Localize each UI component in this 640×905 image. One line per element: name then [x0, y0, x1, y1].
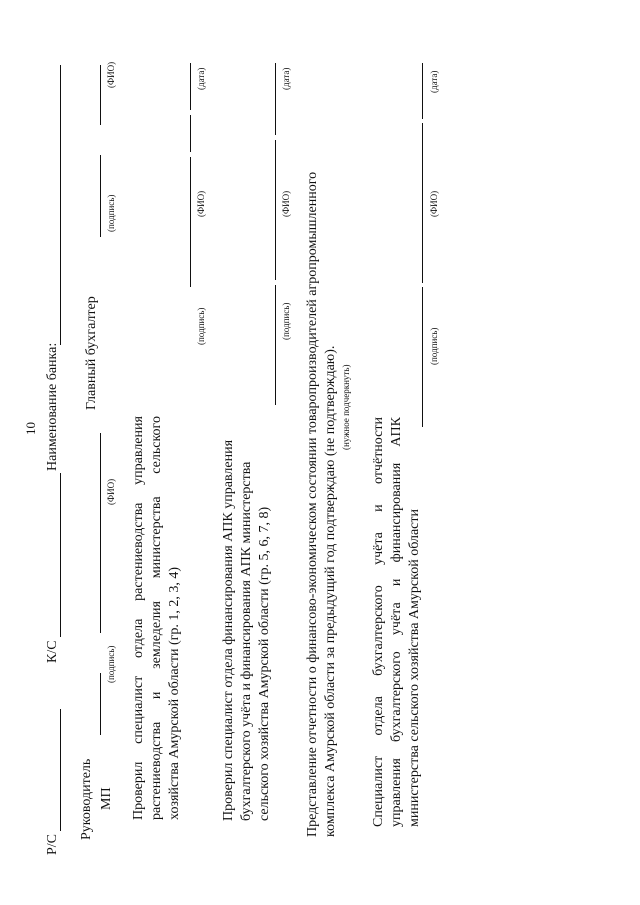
leader-fio-line	[100, 433, 101, 633]
check1-word-6: растениеводства	[149, 721, 164, 820]
leader-signature-line	[100, 673, 101, 735]
check1-date-caption: (дата)	[196, 67, 206, 90]
specialist-word-8: бухгалтерского	[389, 651, 404, 742]
rs-underline	[60, 709, 61, 831]
leader-fio-caption: (ФИО)	[106, 478, 116, 505]
specialist-signature-caption: (подпись)	[429, 327, 439, 365]
check2-signature-caption: (подпись)	[281, 302, 291, 340]
check1-word-3: отдела	[131, 618, 146, 658]
chief-accountant-signature-line	[100, 155, 101, 237]
check1-word-4: растениеводства	[131, 502, 146, 601]
rs-label: Р/С	[45, 833, 60, 855]
representation-line2: комплекса Амурской области за предыдущий год подтверждаю (не подтверждаю).	[323, 345, 338, 837]
check1-line1	[132, 416, 146, 820]
representation-underline-caption: (нужное подчеркнуть)	[341, 364, 351, 450]
check1-word-2: специалист	[131, 675, 146, 744]
check1-word-1: Проверил	[131, 761, 146, 820]
page-number: 10	[23, 422, 38, 435]
specialist-signature-line	[422, 287, 423, 427]
check2-signature-line	[275, 285, 276, 405]
specialist-word-11: финансирования	[389, 462, 404, 563]
check1-word-9: министерства	[149, 496, 164, 579]
specialist-line2	[390, 417, 404, 827]
check1-signature-caption: (подпись)	[196, 307, 206, 345]
bank-name-underline	[60, 65, 61, 345]
specialist-word-1: Специалист	[371, 755, 386, 827]
check1-fio-caption: (ФИО)	[196, 190, 206, 217]
check2-line1: Проверил специалист отдела финансирования АПК управления	[221, 439, 236, 821]
specialist-word-2: отдела	[371, 696, 386, 736]
check2-fio-line	[275, 140, 276, 280]
check2-line3: сельского хозяйства Амурской области (гр. 5, 6, 7, 8)	[257, 506, 272, 821]
check1-signature-line	[190, 157, 191, 287]
check1-fio-line	[190, 115, 191, 152]
bank-name-label: Наименование банка:	[45, 342, 60, 471]
leader-signature-caption: (подпись)	[106, 645, 116, 683]
specialist-line3: министерства сельского хозяйства Амурской области	[407, 509, 422, 827]
specialist-word-12: АПК	[389, 417, 404, 447]
chief-accountant-label: Главный бухгалтер	[84, 296, 99, 410]
specialist-date-caption: (дата)	[429, 70, 439, 93]
check1-word-10: сельского	[149, 416, 164, 474]
specialist-word-10: и	[389, 578, 404, 587]
specialist-date-line	[422, 63, 423, 119]
specialist-word-7: управления	[389, 758, 404, 827]
check2-date-line	[275, 63, 276, 135]
specialist-word-3: бухгалтерского	[371, 585, 386, 676]
check2-date-caption: (дата)	[281, 67, 291, 90]
chief-accountant-signature-caption: (подпись)	[106, 194, 116, 232]
ks-label: К/С	[45, 640, 60, 663]
check1-word-7: и	[149, 691, 164, 700]
specialist-fio-line	[422, 123, 423, 283]
specialist-word-6: отчётности	[371, 417, 386, 484]
check2-line2: бухгалтерского учёта и финансирования АПК министерства	[239, 461, 254, 821]
chief-accountant-fio-line	[100, 65, 101, 125]
ks-underline	[60, 473, 61, 637]
check1-word-5: управления	[131, 416, 146, 485]
check1-word-8: земледелия	[149, 601, 164, 669]
representation-line1: Представление отчетности о финансово-экономическом состоянии товаропроизводителей агропромышленного	[305, 171, 320, 837]
specialist-line1	[372, 417, 386, 827]
chief-accountant-fio-caption: (ФИО)	[106, 61, 116, 88]
check1-line2	[150, 416, 164, 820]
specialist-fio-caption: (ФИО)	[429, 190, 439, 217]
mp-label: МП	[99, 787, 114, 810]
specialist-word-5: и	[371, 504, 386, 512]
specialist-word-4: учёта	[371, 532, 386, 565]
check1-date-line	[190, 63, 191, 110]
check2-fio-caption: (ФИО)	[281, 190, 291, 217]
check1-line3: хозяйства Амурской области (гр. 1, 2, 3, 4)	[167, 566, 182, 820]
leader-label: Руководитель	[79, 758, 94, 840]
specialist-word-9: учёта	[389, 602, 404, 636]
